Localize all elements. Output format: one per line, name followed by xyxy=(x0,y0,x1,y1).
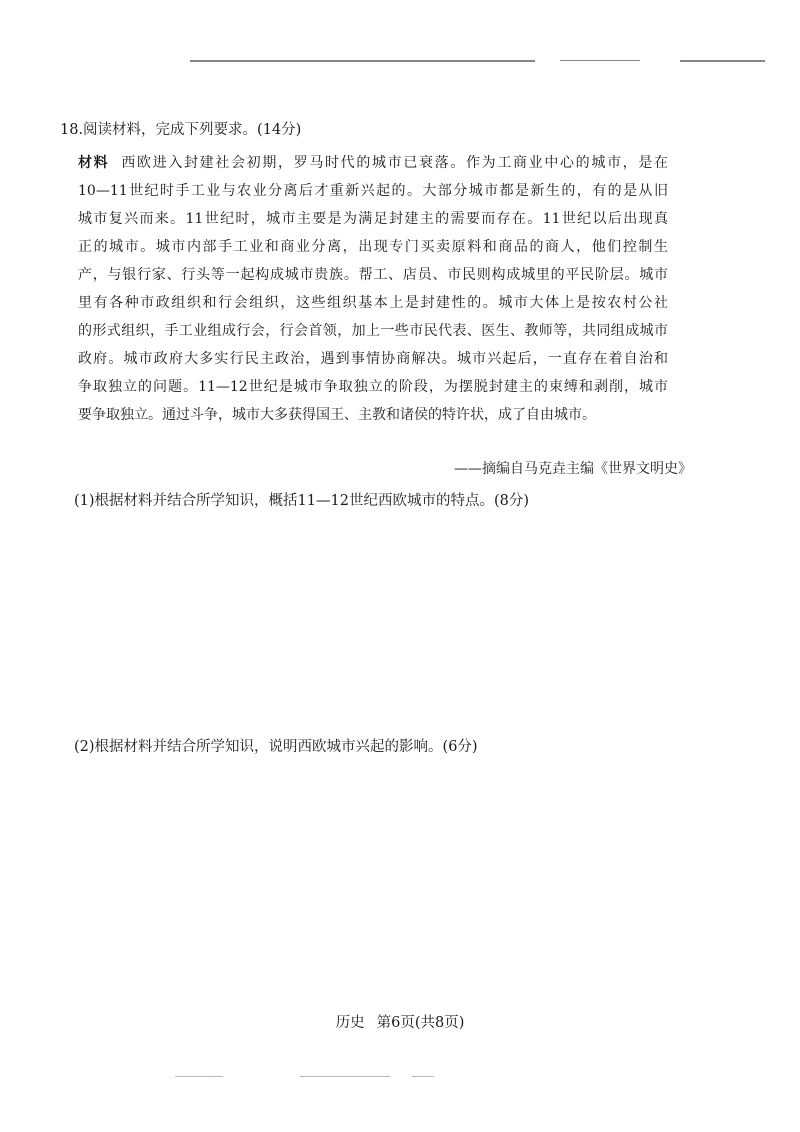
material-line: 城市复兴而来。11世纪时，城市主要是为满足封建主的需要而存在。11世纪以后出现真 xyxy=(78,211,668,227)
scan-edge-line xyxy=(190,60,535,62)
scan-edge-line xyxy=(175,1076,223,1077)
material-line xyxy=(78,149,668,177)
material-label: 材料 xyxy=(78,155,110,171)
material-line-text: 西欧进入封建社会初期，罗马时代的城市已衰落。作为工商业中心的城市，是在 xyxy=(121,155,669,171)
scan-edge-line xyxy=(560,60,640,61)
sub-question-2: (2)根据材料并结合所学知识，说明西欧城市兴起的影响。(6分) xyxy=(74,739,478,755)
material-line: 的形式组织，手工业组成行会，行会首领，加上一些市民代表、医生、教师等，共同组成城市 xyxy=(78,323,668,339)
footer-page-number: 第6页(共8页) xyxy=(376,1015,465,1031)
material-source: ——摘编自马克垚主编《世界文明史》 xyxy=(454,461,692,477)
footer-subject: 历史 xyxy=(335,1015,365,1031)
material-line: 政府。城市政府大多实行民主政治，遇到事情协商解决。城市兴起后，一直存在着自治和 xyxy=(78,351,668,367)
scan-edge-line xyxy=(412,1076,434,1077)
material-line: 里有各种市政组织和行会组织，这些组织基本上是封建性的。城市大体上是按农村公社 xyxy=(78,295,668,311)
material-line: 要争取独立。通过斗争，城市大多获得国王、主教和诸侯的特许状，成了自由城市。 xyxy=(78,407,596,423)
page-footer xyxy=(0,1012,800,1034)
scan-edge-line xyxy=(680,60,765,62)
material-line: 争取独立的问题。11—12世纪是城市争取独立的阶段，为摆脱封建主的束缚和剥削，城市 xyxy=(78,379,668,395)
material-line: 正的城市。城市内部手工业和商业分离，出现专门买卖原料和商品的商人，他们控制生 xyxy=(78,239,668,255)
material-line: 10—11世纪时手工业与农业分离后才重新兴起的。大部分城市都是新生的，有的是从旧 xyxy=(78,183,668,199)
question-title: 18.阅读材料，完成下列要求。(14分) xyxy=(60,122,302,138)
material-line: 产，与银行家、行头等一起构成城市贵族。帮工、店员、市民则构成城里的平民阶层。城市 xyxy=(78,267,668,283)
material-passage xyxy=(78,149,668,429)
sub-question-1: (1)根据材料并结合所学知识，概括11—12世纪西欧城市的特点。(8分) xyxy=(74,493,529,509)
scan-edge-line xyxy=(300,1076,390,1077)
